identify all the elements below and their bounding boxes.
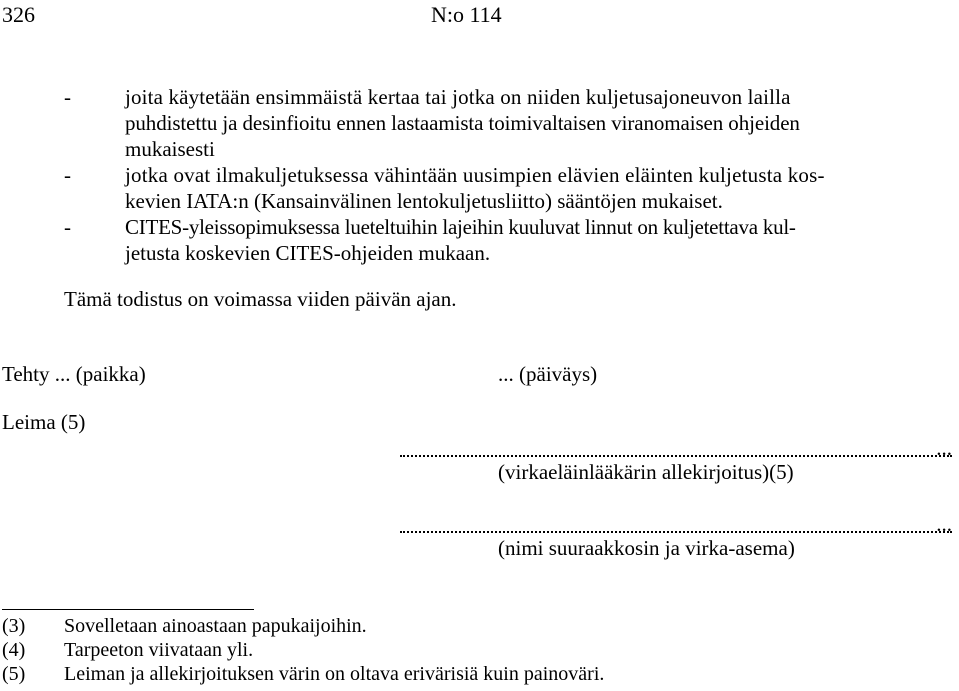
- list-dash: -: [64, 163, 71, 187]
- footnote-separator: [2, 609, 254, 610]
- name-title-label: (nimi suuraakkosin ja virka-asema): [498, 536, 795, 560]
- list-item-line: kevien IATA:n (Kansainvälinen lentokuljetusliitto) sääntöjen mukaiset.: [125, 189, 723, 213]
- page-number: 326: [2, 2, 35, 27]
- signature-dots: ...: [936, 436, 952, 460]
- footnote-number: (3): [2, 615, 26, 637]
- validity-statement: Tämä todistus on voimassa viiden päivän ajan.: [64, 287, 457, 311]
- footnote-number: (4): [2, 639, 26, 661]
- name-dots: ...: [936, 512, 952, 536]
- list-item-line: puhdistettu ja desinfioitu ennen lastaamista toimivaltaisen viranomaisen ohjeiden: [125, 111, 800, 135]
- footnote-text: Leiman ja allekirjoituksen värin on oltava erivärisiä kuin painoväri.: [64, 663, 605, 685]
- issue-number: N:o 114: [431, 2, 502, 27]
- list-dash: -: [64, 215, 71, 239]
- place-field: Tehty ... (paikka): [2, 362, 146, 386]
- footnote-text: Tarpeeton viivataan yli.: [64, 639, 254, 661]
- list-item-line: CITES-yleissopimuksessa lueteltuihin lajeihin kuuluvat linnut on kuljetettava kul-: [125, 215, 796, 239]
- list-item-line: mukaisesti: [125, 137, 215, 161]
- list-item-line: joita käytetään ensimmäistä kertaa tai jotka on niiden kuljetusajoneuvon lailla: [125, 85, 791, 109]
- date-field: ... (päiväys): [498, 362, 598, 386]
- list-item-line: jotka ovat ilmakuljetuksessa vähintään uusimpien elävien eläinten kuljetusta kos-: [125, 163, 825, 187]
- signature-line: [400, 455, 952, 457]
- footnote-text: Sovelletaan ainoastaan papukaijoihin.: [64, 615, 367, 637]
- stamp-label: Leima (5): [2, 410, 86, 434]
- footnote-number: (5): [2, 663, 26, 685]
- vet-signature-label: (virkaeläinlääkärin allekirjoitus)(5): [498, 460, 794, 484]
- name-line: [400, 531, 952, 533]
- list-dash: -: [64, 85, 71, 109]
- list-item-line: jetusta koskevien CITES-ohjeiden mukaan.: [125, 241, 491, 265]
